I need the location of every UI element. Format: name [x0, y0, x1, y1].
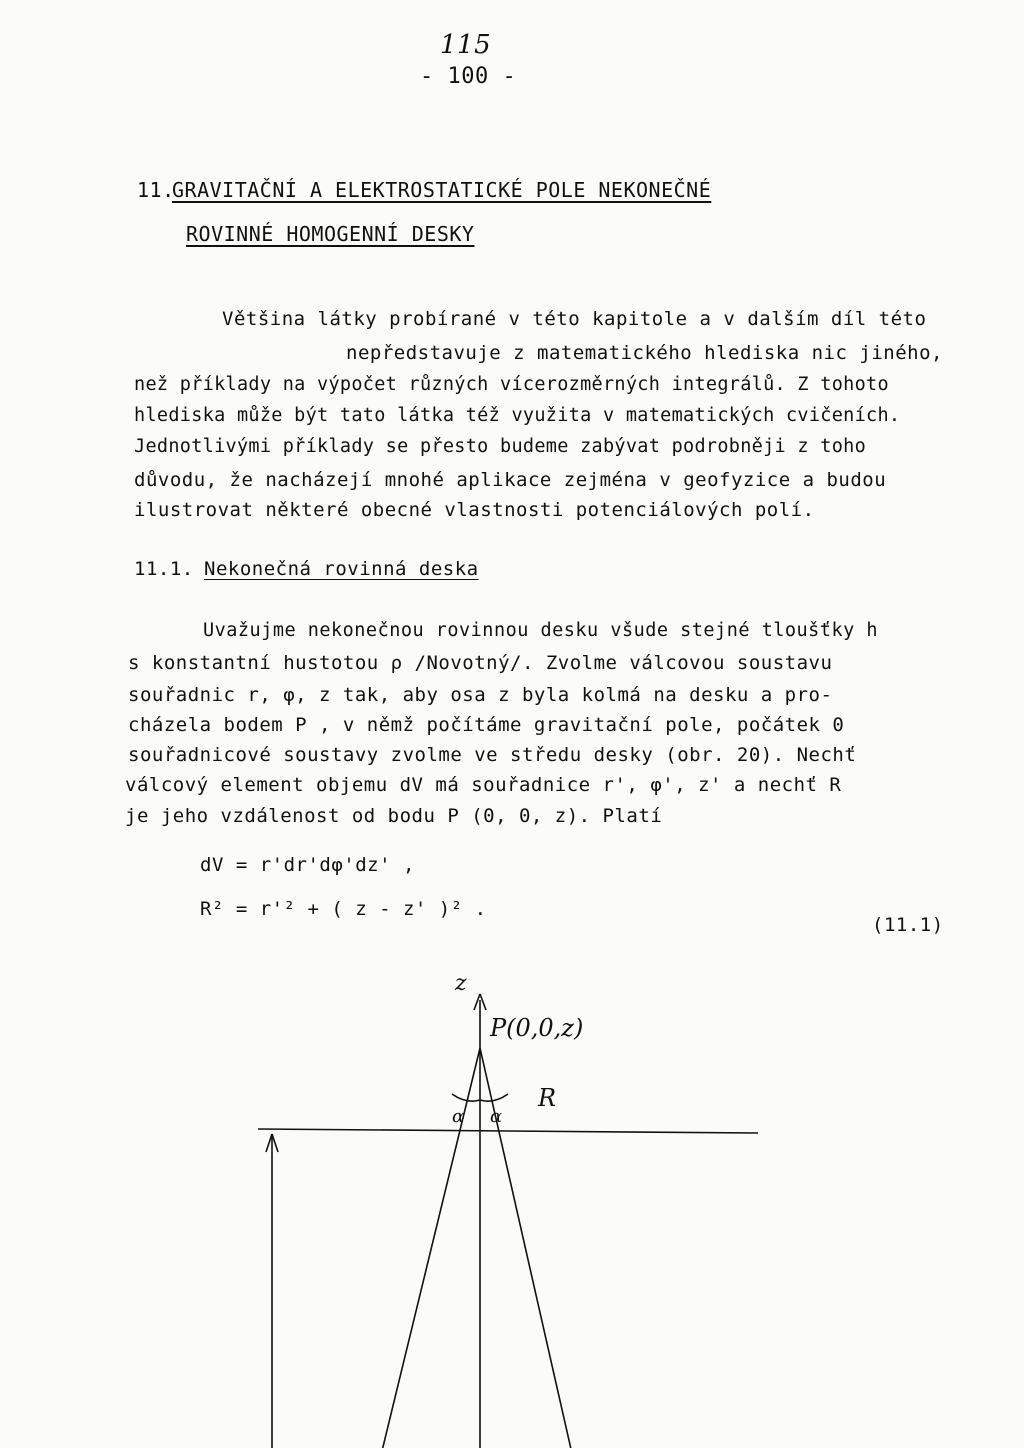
intro-line-1: Většina látky probírané v této kapitole a v dalším díl této [222, 308, 927, 330]
intro-line-3: než příklady na výpočet různých vícerozměrných integrálů. Z tohoto [134, 374, 889, 395]
figure-point-label: P(0,0,z) [490, 1014, 584, 1042]
equation-dv: dV = r'dr'dφ'dz' , [200, 854, 415, 876]
body-line-3: souřadnic r, φ, z tak, aby osa z byla kolmá na desku a pro- [128, 684, 833, 706]
intro-line-2: nepředstavuje z matematického hlediska nic jiného, [346, 342, 943, 364]
section-number: 11.1. [134, 558, 194, 580]
equation-label: (11.1) [872, 914, 944, 936]
intro-line-6: důvodu, že nacházejí mnohé aplikace zejména v geofyzice a budou [134, 469, 887, 491]
intro-line-4: hlediska může být tato látka též využita v matematických cvičeních. [134, 405, 901, 426]
figure-alpha-right: α [490, 1106, 503, 1127]
figure-z-label: z [455, 971, 467, 996]
section-title: Nekonečná rovinná deska [204, 558, 479, 580]
chapter-number: 11. [137, 178, 175, 202]
body-line-6: válcový element objemu dV má souřadnice r', φ', z' a nechť R [125, 774, 842, 796]
figure-alpha-left: α [452, 1106, 465, 1127]
body-line-4: cházela bodem P , v němž počítáme gravitační pole, počátek 0 [128, 714, 845, 736]
plate-top-surface [258, 1129, 758, 1133]
chapter-title-line2: ROVINNÉ HOMOGENNÍ DESKY [186, 222, 475, 246]
equation-r-squared: R² = r'² + ( z - z' )² . [200, 898, 487, 920]
intro-line-5: Jednotlivými příklady se přesto budeme zabývat podrobněji z toho [134, 436, 867, 457]
handwritten-page-number: 115 [440, 30, 492, 60]
intro-line-7: ilustrovat některé obecné vlastnosti potenciálových polí. [134, 499, 815, 521]
body-line-5: souřadnicové soustavy zvolme ve středu desky (obr. 20). Nechť [128, 744, 857, 766]
body-line-7: je jeho vzdálenost od bodu P (0, 0, z). Platí [125, 805, 663, 827]
chapter-title-line1: GRAVITAČNÍ A ELEKTROSTATICKÉ POLE NEKONEČNÉ [172, 178, 712, 202]
body-line-1: Uvažujme nekonečnou rovinnou desku všude stejné tloušťky h [203, 620, 879, 641]
body-line-2: s konstantní hustotou ρ /Novotný/. Zvolme válcovou soustavu [128, 652, 833, 674]
typed-page-number: - 100 - [420, 64, 517, 89]
figure-R-label: R [538, 1084, 557, 1112]
